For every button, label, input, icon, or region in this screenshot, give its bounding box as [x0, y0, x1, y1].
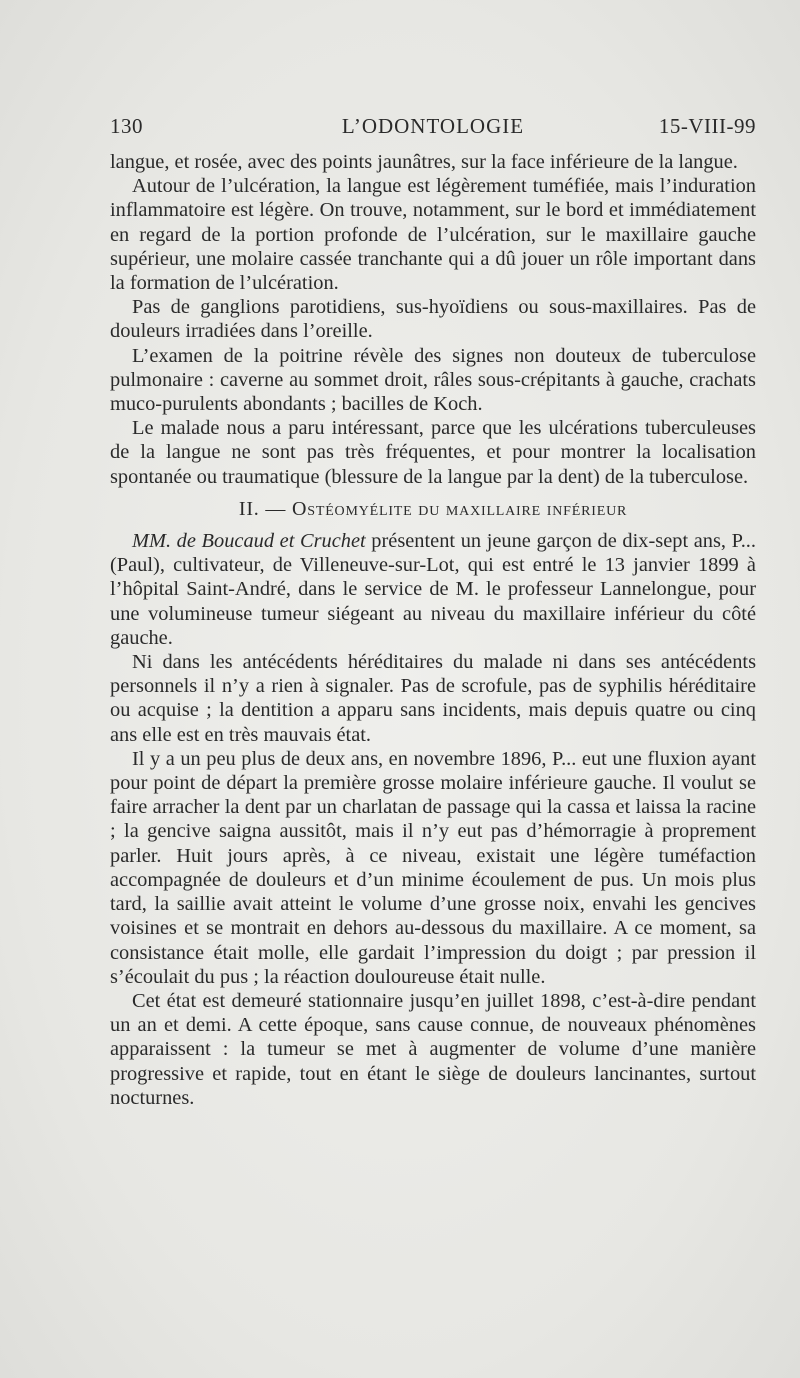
presentation-text: présentent un jeune garçon de dix-sept ans, P... (Paul), cultivateur, de Villeneuve-sur-Lot, qui est entré le 13 janvier 1899 à l’hôpital Saint-André, dans le service de M. le professeur Lannelongue, pour une volumineuse tumeur siégeant au niveau du maxillaire inférieur du côté gauche.: [110, 530, 756, 649]
paragraph-continuation: langue, et rosée, avec des points jaunâtres, sur la face inférieure de la langue.: [110, 151, 738, 173]
paragraph-examen: L’examen de la poitrine révèle des signes non douteux de tuberculose pulmonaire : caverne au sommet droit, râles sous-crépitants à gauche, crachats muco-purulents abondants ; bacilles de Koch.: [110, 344, 756, 416]
running-title: L’ODONTOLOGIE: [341, 114, 525, 138]
section-title: Ostéomyélite du maxillaire inférieur: [292, 497, 628, 520]
section-number: II. —: [238, 497, 287, 520]
authors: MM. de Boucaud et Cruchet: [132, 530, 366, 553]
page-number: 130: [110, 114, 143, 138]
paragraph-presentation: [110, 529, 756, 650]
paragraph-antecedents: Ni dans les antécédents héréditaires du malade ni dans ses antécédents personnels il n’y a rien à signaler. Pas de scrofule, pas de syphilis héréditaire ou acquise ; la dentition a apparu sans incidents, mais depuis quatre ou cinq ans elle est en très mauvais état.: [110, 651, 756, 746]
paragraph-evolution: Cet état est demeuré stationnaire jusqu’en juillet 1898, c’est-à-dire pendant un an et demi. A cette époque, sans cause connue, de nouveaux phénomènes apparaissent : la tumeur se met à augmenter de volume d’une manière progressive et rapide, tout en étant le siège de douleurs lancinantes, surtout nocturnes.: [110, 989, 756, 1109]
paragraph-history: Il y a un peu plus de deux ans, en novembre 1896, P... eut une fluxion ayant pour point de départ la première grosse molaire inférieure gauche. Il voulut se faire arracher la dent par un charlatan de passage qui la cassa et laissa la racine ; la gencive saigna aussitôt, mais il n’y eut pas d’hémorragie à proprement parler. Huit jours après, à ce niveau, existait une légère tuméfaction accompagnée de douleurs et d’un minime écoulement de pus. Un mois plus tard, la saillie avait atteint le volume d’une grosse noix, envahi les gencives voisines et se montrait en dehors au-dessous du maxillaire. A ce moment, sa consistance était molle, elle gardait l’impression du doigt ; par pression il s’écoulait du pus ; la réaction douloureuse était nulle.: [110, 747, 756, 988]
paragraph-conclusion: Le malade nous a paru intéressant, parce que les ulcérations tuberculeuses de la langue ne sont pas très fréquentes, et pour montrer la localisation spontanée ou traumatique (blessure de la langue par la dent) de la tuberculose.: [110, 417, 756, 488]
issue-date: 15-VIII-99: [658, 114, 756, 138]
paragraph-ganglions: Pas de ganglions parotidiens, sus-hyoïdiens ou sous-maxillaires. Pas de douleurs irradiées dans l’oreille.: [110, 296, 756, 343]
section-heading: [110, 497, 756, 521]
body-text: [110, 150, 756, 1110]
paragraph-ulceration: Autour de l’ulcération, la langue est légèrement tuméfiée, mais l’induration inflammatoire est légère. On trouve, notamment, sur le bord et immédiatement en regard de la portion profonde de l’ulcération, sur le maxillaire gauche supérieur, une molaire cassée tranchante qui a dû jouer un rôle important dans la formation de l’ulcération.: [110, 175, 756, 295]
running-header: [110, 114, 756, 142]
